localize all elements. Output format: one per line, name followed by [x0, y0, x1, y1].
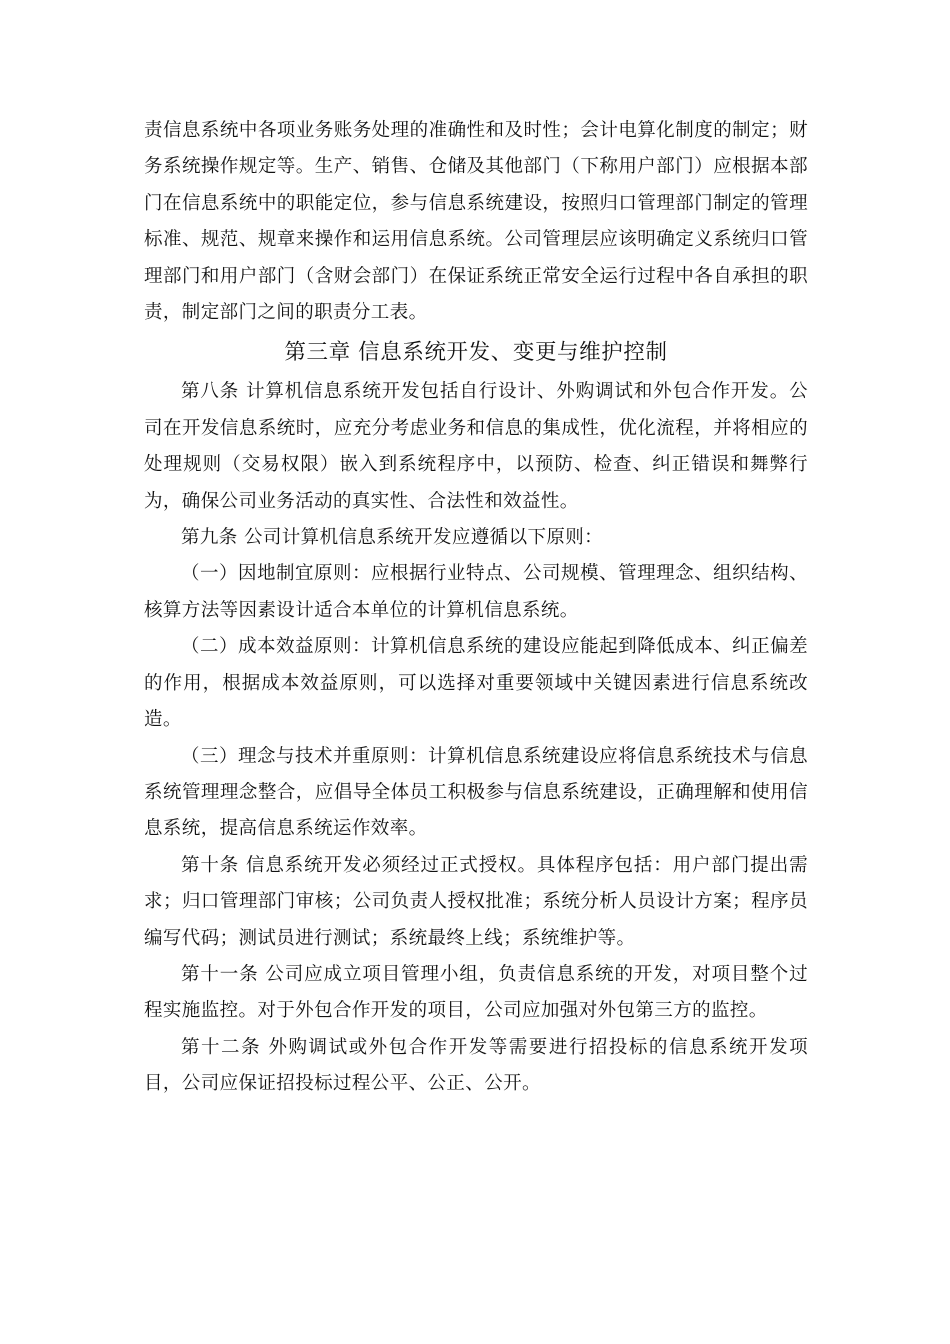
principle-3: （三）理念与技术并重原则：计算机信息系统建设应将信息系统技术与信息系统管理理念整合，应倡导全体员工积极参与信息系统建设，正确理解和使用信息系统，提高信息系统运作效率。	[144, 745, 808, 840]
chapter-title: 第三章 信息系统开发、变更与维护控制	[284, 340, 668, 366]
article-8: 第八条 计算机信息系统开发包括自行设计、外购调试和外包合作开发。公司在开发信息系统时，应充分考虑业务和信息的集成性，优化流程，并将相应的处理规则（交易权限）嵌入到系统程序中，以预防、检查、纠正错误和舞弊行为，确保公司业务活动的真实性、合法性和效益性。	[144, 381, 808, 512]
article-11: 第十一条 公司应成立项目管理小组，负责信息系统的开发，对项目整个过程实施监控。对于外包合作开发的项目，公司应加强对外包第三方的监控。	[144, 963, 808, 1022]
article-9: 第九条 公司计算机信息系统开发应遵循以下原则：	[181, 527, 604, 549]
article-10: 第十条 信息系统开发必须经过正式授权。具体程序包括：用户部门提出需求；归口管理部门审核；公司负责人授权批准；系统分析人员设计方案；程序员编写代码；测试员进行测试；系统最终上线；系统维护等。	[144, 854, 808, 949]
principle-2: （二）成本效益原则：计算机信息系统的建设应能起到降低成本、纠正偏差的作用，根据成本效益原则，可以选择对重要领域中关键因素进行信息系统改造。	[144, 636, 808, 731]
principle-1: （一）因地制宜原则：应根据行业特点、公司规模、管理理念、组织结构、核算方法等因素设计适合本单位的计算机信息系统。	[144, 563, 808, 621]
article-12: 第十二条 外购调试或外包合作开发等需要进行招投标的信息系统开发项目，公司应保证招投标过程公平、公正、公开。	[144, 1036, 808, 1095]
document-page	[144, 113, 808, 1103]
continuation-paragraph: 责信息系统中各项业务账务处理的准确性和及时性；会计电算化制度的制定；财务系统操作规定等。生产、销售、仓储及其他部门（下称用户部门）应根据本部门在信息系统中的职能定位，参与信息系统建设，按照归口管理部门制定的管理标准、规范、规章来操作和运用信息系统。公司管理层应该明确定义系统归口管理部门和用户部门（含财会部门）在保证系统正常安全运行过程中各自承担的职责，制定部门之间的职责分工表。	[144, 120, 808, 324]
